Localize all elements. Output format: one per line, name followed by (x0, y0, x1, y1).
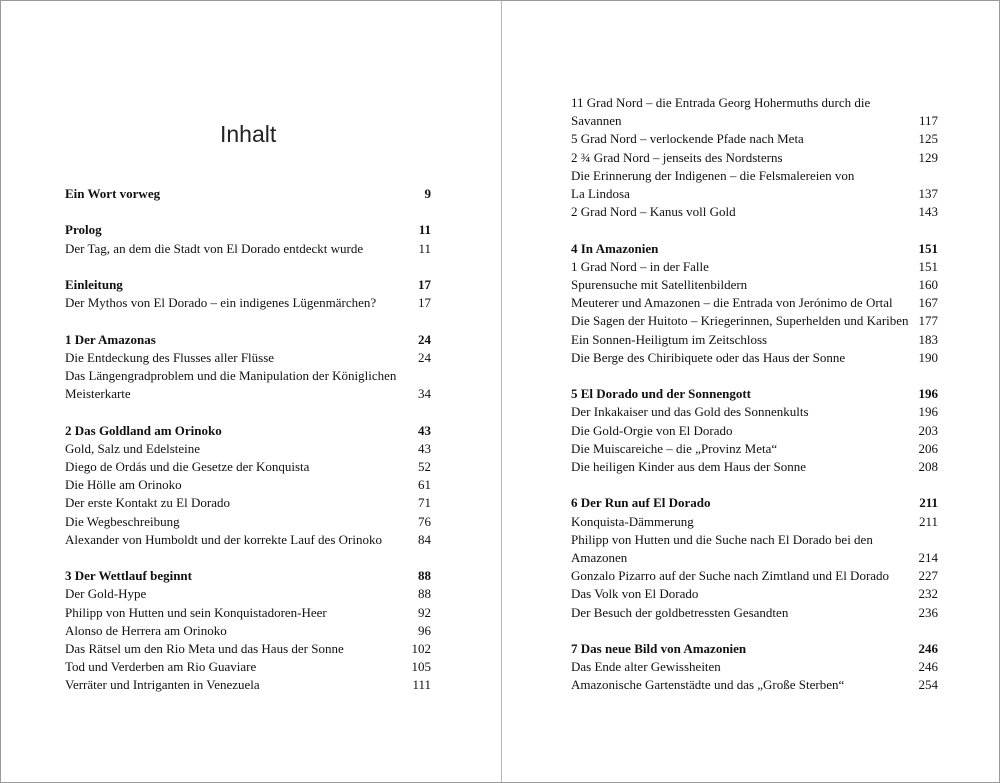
toc-entry (65, 476, 431, 494)
toc-entry-title: Savannen (571, 113, 622, 129)
toc-entry-page-number: 167 (918, 295, 938, 311)
toc-entry (571, 604, 938, 622)
toc-entry-title: La Lindosa (571, 186, 630, 202)
toc-entry-page-number: 208 (918, 459, 938, 475)
toc-entry-title-line: Die Erinnerung der Indigenen – die Felsmalereien von (571, 167, 855, 183)
toc-entry-page-number: 84 (418, 531, 431, 547)
toc-section (65, 185, 431, 203)
toc-entry-page-number: 177 (918, 313, 938, 329)
chapter-title: Einleitung (65, 276, 123, 292)
toc-entry (571, 422, 938, 440)
toc-entry (571, 112, 938, 130)
toc-entry-page-number: 111 (412, 677, 431, 693)
toc-entry-title: Der Besuch der goldbetressten Gesandten (571, 604, 789, 620)
toc-entry (571, 440, 938, 458)
toc-entry-title: Das Ende alter Gewissheiten (571, 659, 721, 675)
toc-left (65, 185, 431, 713)
chapter-page-number: 151 (918, 240, 938, 256)
toc-entry (65, 513, 431, 531)
toc-entry-page-number: 105 (411, 659, 431, 675)
toc-entry-title: Diego de Ordás und die Gesetze der Konquista (65, 458, 310, 474)
toc-entry-page-number: 211 (918, 513, 938, 529)
toc-entry-title: Philipp von Hutten und sein Konquistadoren-Heer (65, 604, 327, 620)
toc-entry-page-number: 196 (918, 404, 938, 420)
toc-entry-title: Amazonen (571, 550, 628, 566)
toc-entry (571, 676, 938, 694)
toc-entry-title: 2 Grad Nord – Kanus voll Gold (571, 204, 736, 220)
toc-entry-title: Die Hölle am Orinoko (65, 477, 182, 493)
toc-entry-page-number: 203 (918, 422, 938, 438)
toc-entry (571, 312, 938, 330)
toc-entry-page-number: 52 (418, 458, 431, 474)
chapter-title: 3 Der Wettlauf beginnt (65, 568, 192, 584)
toc-section (571, 240, 938, 367)
toc-entry-title: Meuterer und Amazonen – die Entrada von Jerónimo de Ortal (571, 295, 893, 311)
toc-entry-page-number: 11 (418, 240, 431, 256)
toc-entry-title: 1 Grad Nord – in der Falle (571, 258, 709, 274)
toc-entry-title: 5 Grad Nord – verlockende Pfade nach Meta (571, 131, 804, 147)
toc-entry-title: Alexander von Humboldt und der korrekte Lauf des Orinoko (65, 531, 382, 547)
toc-entry-title: Der Tag, an dem die Stadt von El Dorado entdeckt wurde (65, 240, 364, 256)
toc-entry (571, 567, 938, 585)
chapter-title: 4 In Amazonien (571, 240, 659, 256)
toc-entry-page-number: 236 (918, 604, 938, 620)
chapter-page-number: 211 (919, 495, 938, 511)
toc-entry-page-number: 160 (918, 277, 938, 293)
chapter-heading (571, 494, 938, 512)
chapter-page-number: 17 (418, 276, 431, 292)
toc-section (65, 422, 431, 549)
toc-entry-page-number: 102 (411, 641, 431, 656)
toc-entry-title: Verräter und Intriganten in Venezuela (65, 677, 260, 693)
toc-section (571, 494, 938, 621)
toc-entry (571, 549, 938, 567)
toc-entry (65, 349, 431, 367)
toc-entry-title: Meisterkarte (65, 386, 131, 402)
toc-section (65, 567, 431, 694)
toc-entry-title: Alonso de Herrera am Orinoko (65, 622, 227, 638)
toc-entry (571, 349, 938, 367)
chapter-heading (571, 240, 938, 258)
toc-entry-page-number: 76 (418, 513, 431, 529)
toc-entry-page-number: 151 (918, 258, 938, 274)
chapter-heading (571, 640, 938, 658)
toc-entry-page-number: 137 (918, 186, 938, 202)
chapter-heading (65, 221, 431, 239)
toc-entry-title: Die Sagen der Huitoto – Kriegerinnen, Superhelden und Kariben (571, 313, 909, 329)
toc-entry (571, 294, 938, 312)
toc-entry-title: Spurensuche mit Satellitenbildern (571, 277, 748, 293)
toc-entry-title: Gonzalo Pizarro auf der Suche nach Zimtland und El Dorado (571, 568, 890, 584)
toc-entry (65, 622, 431, 640)
toc-entry-page-number: 125 (918, 131, 938, 147)
chapter-heading (65, 567, 431, 585)
toc-entry (571, 276, 938, 294)
toc-section (571, 94, 938, 221)
toc-entry-title: Die heiligen Kinder aus dem Haus der Sonne (571, 459, 807, 475)
chapter-heading (571, 385, 938, 403)
toc-entry (65, 440, 431, 458)
toc-entry-page-number: 34 (418, 386, 431, 402)
toc-entry-title: Der erste Kontakt zu El Dorado (65, 495, 230, 511)
toc-entry-page-number: 71 (418, 495, 431, 511)
toc-entry-title: Tod und Verderben am Rio Guaviare (65, 659, 257, 675)
toc-entry-title-line: Philipp von Hutten und die Suche nach El Dorado bei den (571, 531, 873, 547)
page-divider (501, 1, 502, 782)
chapter-heading (65, 185, 431, 203)
toc-entry-page-number: 214 (918, 550, 938, 566)
toc-entry-title: Die Entdeckung des Flusses aller Flüsse (65, 349, 275, 365)
chapter-page-number: 88 (418, 568, 431, 584)
toc-entry-title: Die Muiscareiche – die „Provinz Meta“ (571, 440, 778, 456)
toc-entry (571, 185, 938, 203)
chapter-page-number: 11 (418, 222, 431, 238)
toc-entry (65, 658, 431, 676)
toc-entry (65, 458, 431, 476)
toc-entry-title: Der Mythos von El Dorado – ein indigenes Lügenmärchen? (65, 295, 377, 311)
page-title: Inhalt (220, 121, 277, 147)
toc-entry-page-number: 206 (918, 440, 938, 456)
toc-entry (571, 513, 938, 531)
chapter-title: Prolog (65, 222, 102, 238)
toc-entry-title: Die Wegbeschreibung (65, 513, 180, 529)
toc-entry-page-number: 183 (918, 331, 938, 347)
toc-entry-page-number: 117 (918, 113, 938, 129)
chapter-title: 7 Das neue Bild von Amazonien (571, 641, 747, 657)
toc-entry-page-number: 88 (418, 586, 431, 602)
toc-entry-page-number: 17 (418, 295, 431, 311)
toc-section (65, 331, 431, 404)
toc-entry-page-number: 92 (418, 604, 431, 620)
toc-entry-page-number: 129 (918, 149, 938, 165)
toc-section (571, 385, 938, 476)
toc-section (65, 276, 431, 312)
toc-entry (65, 676, 431, 694)
toc-entry-title: Konquista-Dämmerung (571, 513, 694, 529)
toc-entry (65, 604, 431, 622)
toc-entry (571, 203, 938, 221)
chapter-heading (65, 331, 431, 349)
toc-entry-page-number: 96 (418, 622, 431, 638)
toc-entry-title-line: Das Längengradproblem und die Manipulation der Königlichen (65, 367, 397, 383)
toc-entry (65, 640, 431, 658)
toc-entry (571, 585, 938, 603)
chapter-title: 5 El Dorado und der Sonnengott (571, 386, 751, 402)
toc-entry-title: Der Inkakaiser und das Gold des Sonnenkults (571, 404, 809, 420)
toc-entry (65, 385, 431, 403)
toc-right (571, 94, 938, 713)
toc-entry (65, 585, 431, 603)
chapter-title: 6 Der Run auf El Dorado (571, 495, 711, 511)
chapter-page-number: 24 (418, 331, 431, 347)
toc-entry-page-number: 143 (918, 204, 938, 220)
chapter-title: Ein Wort vorweg (65, 186, 161, 201)
chapter-heading (65, 276, 431, 294)
chapter-page-number: 9 (424, 186, 431, 201)
toc-entry-title: Der Gold-Hype (65, 586, 147, 602)
toc-entry-page-number: 227 (918, 568, 938, 584)
chapter-page-number: 246 (918, 641, 938, 657)
toc-entry (571, 149, 938, 167)
toc-entry (65, 294, 431, 312)
toc-entry (571, 658, 938, 676)
toc-entry-page-number: 232 (918, 586, 938, 602)
toc-entry-title: Ein Sonnen-Heiligtum im Zeitschloss (571, 331, 768, 347)
toc-entry-page-number: 43 (418, 440, 431, 456)
chapter-page-number: 43 (418, 422, 431, 438)
toc-entry-title: Das Rätsel um den Rio Meta und das Haus der Sonne (65, 641, 344, 656)
toc-entry-page-number: 254 (918, 677, 938, 693)
toc-entry (571, 258, 938, 276)
toc-entry-page-number: 24 (418, 349, 431, 365)
toc-section (65, 221, 431, 257)
toc-entry-title: 2 ¾ Grad Nord – jenseits des Nordsterns (571, 149, 783, 165)
toc-entry-page-number: 190 (918, 349, 938, 365)
toc-entry-title: Die Berge des Chiribiquete oder das Haus der Sonne (571, 349, 846, 365)
toc-entry-title: Amazonische Gartenstädte und das „Große Sterben“ (571, 677, 845, 693)
chapter-page-number: 196 (918, 386, 938, 402)
toc-entry-title: Das Volk von El Dorado (571, 586, 699, 602)
toc-entry (571, 331, 938, 349)
toc-entry (571, 130, 938, 148)
chapter-heading (65, 422, 431, 440)
toc-entry (65, 531, 431, 549)
toc-entry (571, 458, 938, 476)
toc-entry-page-number: 246 (918, 659, 938, 675)
toc-entry-title: Gold, Salz und Edelsteine (65, 440, 201, 456)
toc-entry (571, 403, 938, 421)
chapter-title: 1 Der Amazonas (65, 331, 156, 347)
toc-section (571, 640, 938, 695)
toc-entry (65, 494, 431, 512)
toc-entry-page-number: 61 (418, 477, 431, 493)
toc-entry-title: Die Gold-Orgie von El Dorado (571, 422, 733, 438)
toc-entry (65, 240, 431, 258)
toc-entry-title-line: 11 Grad Nord – die Entrada Georg Hohermuths durch die (571, 95, 871, 110)
chapter-title: 2 Das Goldland am Orinoko (65, 422, 222, 438)
